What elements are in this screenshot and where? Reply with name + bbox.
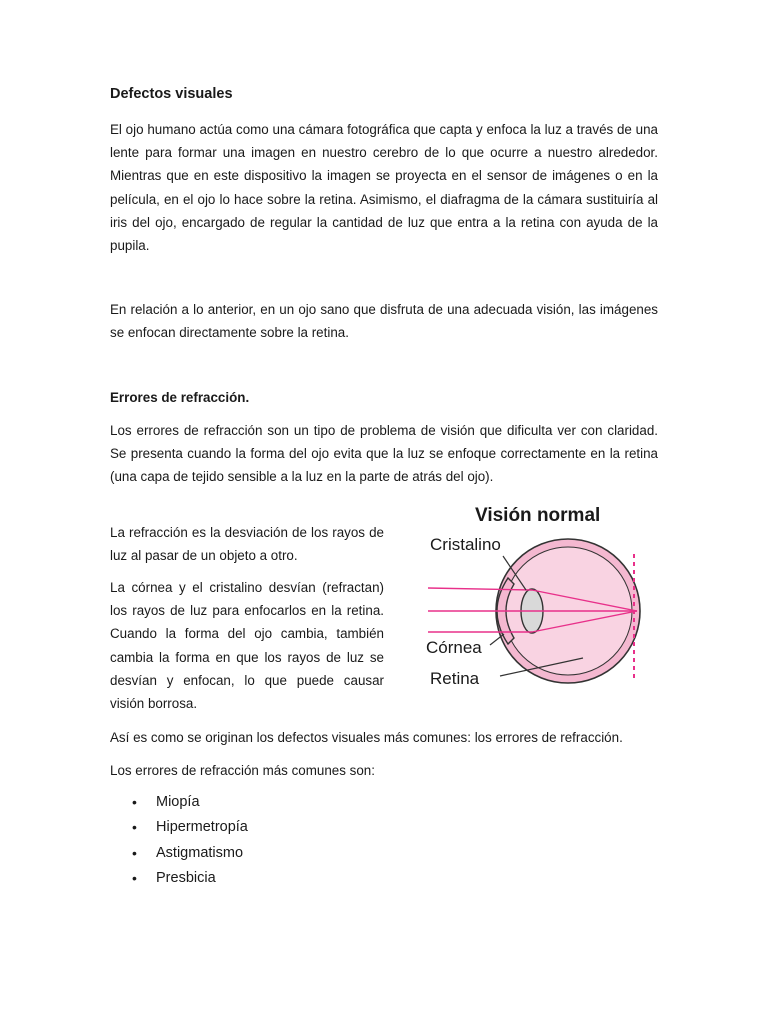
paragraph-cornea-lens: La córnea y el cristalino desvían (refractan) los rayos de luz para enfocarlos en la retina. Cuando la forma del ojo cambia, también cambia la forma en que los rayos de luz se desvían y enfocan, lo que puede causar visión borrosa. [110, 580, 384, 712]
subheading-refraction-errors: Errores de refracción. [110, 390, 250, 405]
paragraph-refraction-definition: Los errores de refracción son un tipo de problema de visión que dificulta ver con claridad. Se presenta cuando la forma del ojo evita que la luz se enfoque correctamente en la retina (una capa de tejido sensible a la luz en la parte de atrás del ojo). [110, 423, 658, 485]
eye-diagram-figure [408, 498, 662, 698]
paragraph-refraction-deviation: La refracción es la desviación de los rayos de luz al pasar de un objeto a otro. [110, 525, 384, 564]
list-item: • Astigmatismo [132, 841, 248, 866]
list-item: • Hipermetropía [132, 815, 248, 840]
label-cristalino: Cristalino [430, 535, 501, 554]
list-item: • Presbicia [132, 866, 248, 891]
label-cornea: Córnea [426, 638, 482, 657]
document-title: Defectos visuales [110, 86, 233, 102]
figure-title: Visión normal [475, 505, 601, 526]
paragraph-eye-camera: El ojo humano actúa como una cámara fotográfica que capta y enfoca la luz a través de una lente para formar una imagen en nuestro cerebro de lo que ocurre a nuestro alrededor. Mientras que en este dispositivo la imagen se proyecta en el sensor de imágenes o en la película, en el ojo lo hace sobre la retina. Asimismo, el diafragma de la cámara sustituiría al iris del ojo, encargado de regular la cantidad de luz que entra a la retina con ayuda de la pupila. [110, 122, 658, 254]
list-item: • Miopía [132, 790, 248, 815]
label-retina: Retina [430, 669, 480, 688]
paragraph-list-intro: Los errores de refracción más comunes son: [110, 763, 375, 778]
refraction-errors-list [132, 790, 248, 891]
eye-diagram [408, 498, 662, 698]
paragraph-common-defects: Así es como se originan los defectos visuales más comunes: los errores de refracción. [110, 730, 623, 745]
paragraph-healthy-eye: En relación a lo anterior, en un ojo sano que disfruta de una adecuada visión, las imágenes se enfocan directamente sobre la retina. [110, 302, 658, 341]
